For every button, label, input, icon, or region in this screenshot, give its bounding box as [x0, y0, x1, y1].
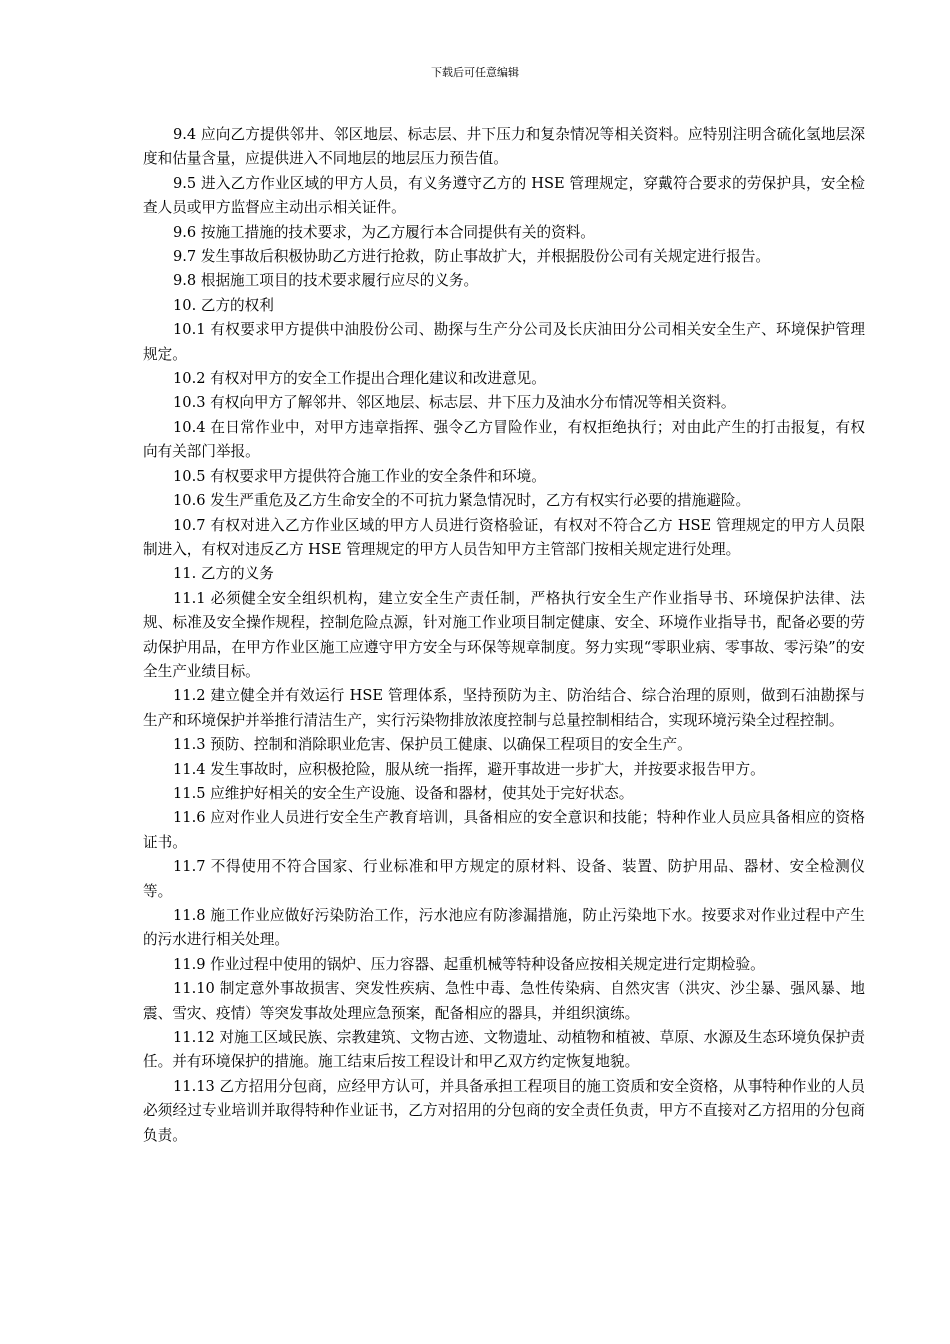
clause-11-6: 11.6 应对作业人员进行安全生产教育培训，具备相应的安全意识和技能；特种作业人员应具备相应的资格证书。 — [143, 809, 865, 851]
clause-11-10: 11.10 制定意外事故损害、突发性疾病、急性中毒、急性传染病、自然灾害（洪灾、沙尘暴、强风暴、地震、雪灾、疫情）等突发事故处理应急预案，配备相应的器具，并组织演练。 — [143, 980, 865, 1022]
clause-9-8: 9.8 根据施工项目的技术要求履行应尽的义务。 — [173, 272, 479, 290]
clause-10-1: 10.1 有权要求甲方提供中油股份公司、勘探与生产分公司及长庆油田分公司相关安全生产、环境保护管理规定。 — [143, 321, 865, 363]
clause-11-8: 11.8 施工作业应做好污染防治工作，污水池应有防渗漏措施，防止污染地下水。按要求对作业过程中产生的污水进行相关处理。 — [143, 907, 865, 949]
clause-9-6: 9.6 按施工措施的技术要求，为乙方履行本合同提供有关的资料。 — [173, 223, 595, 241]
clause-11-12: 11.12 对施工区域民族、宗教建筑、文物古迹、文物遗址、动植物和植被、草原、水源及生态环境负保护责任。并有环境保护的措施。施工结束后按工程设计和甲乙双方约定恢复地貌。 — [143, 1029, 865, 1071]
clause-11-2: 11.2 建立健全并有效运行 HSE 管理体系，坚持预防为主、防治结合、综合治理的原则，做到石油勘探与生产和环境保护并举推行清洁生产，实行污染物排放浓度控制与总量控制相结合，实现环境污染全过程控制。 — [143, 687, 865, 729]
clause-11-3: 11.3 预防、控制和消除职业危害、保护员工健康、以确保工程项目的安全生产。 — [173, 736, 692, 754]
clause-9-7: 9.7 发生事故后积极协助乙方进行抢救，防止事故扩大，并根据股份公司有关规定进行报告。 — [173, 248, 771, 266]
section-heading-11: 11. 乙方的义务 — [173, 565, 274, 583]
clause-10-7: 10.7 有权对进入乙方作业区域的甲方人员进行资格验证，有权对不符合乙方 HSE 管理规定的甲方人员限制进入，有权对违反乙方 HSE 管理规定的甲方人员告知甲方主管部门按相关规定进行处理。 — [143, 516, 865, 558]
clause-9-4: 9.4 应向乙方提供邻井、邻区地层、标志层、井下压力和复杂情况等相关资料。应特别注明含硫化氢地层深度和估量含量，应提供进入不同地层的地层压力预告值。 — [143, 126, 865, 168]
clause-10-2: 10.2 有权对甲方的安全工作提出合理化建议和改进意见。 — [173, 370, 546, 388]
section-heading-10: 10. 乙方的权利 — [173, 296, 274, 314]
clause-11-7: 11.7 不得使用不符合国家、行业标准和甲方规定的原材料、设备、装置、防护用品、器材、安全检测仪等。 — [143, 858, 865, 900]
clause-10-5: 10.5 有权要求甲方提供符合施工作业的安全条件和环境。 — [173, 467, 546, 485]
clause-10-3: 10.3 有权向甲方了解邻井、邻区地层、标志层、井下压力及油水分布情况等相关资料。 — [173, 394, 736, 412]
clause-11-4: 11.4 发生事故时，应积极抢险，服从统一指挥，避开事故进一步扩大，并按要求报告甲方。 — [173, 760, 765, 778]
clause-11-9: 11.9 作业过程中使用的锅炉、压力容器、起重机械等特种设备应按相关规定进行定期检验。 — [173, 955, 765, 973]
clause-11-1: 11.1 必须健全安全组织机构，建立安全生产责任制，严格执行安全生产作业指导书、环境保护法律、法规、标准及安全操作规程，控制危险点源，针对施工作业项目制定健康、安全、环境作业指导书，配备必要的劳动保护用品，在甲方作业区施工应遵守甲方安全与环保等规章制度。努力实现“零职业病、零事故、零污染”的安全生产业绩目标。 — [143, 589, 865, 680]
clause-10-4: 10.4 在日常作业中，对甲方违章指挥、强令乙方冒险作业，有权拒绝执行；对由此产生的打击报复，有权向有关部门举报。 — [143, 418, 865, 461]
clause-11-13: 11.13 乙方招用分包商，应经甲方认可，并具备承担工程项目的施工资质和安全资格，从事特种作业的人员必须经过专业培训并取得特种作业证书，乙方对招用的分包商的安全责任负责，甲方不直接对乙方招用的分包商负责。 — [143, 1077, 865, 1144]
clause-10-6: 10.6 发生严重危及乙方生命安全的不可抗力紧急情况时，乙方有权实行必要的措施避险。 — [173, 492, 751, 510]
page-header: 下载后可任意编辑 — [431, 66, 519, 79]
clause-9-5: 9.5 进入乙方作业区域的甲方人员，有义务遵守乙方的 HSE 管理规定，穿戴符合要求的劳保护具，安全检查人员或甲方监督应主动出示相关证件。 — [143, 174, 865, 217]
document-body — [143, 123, 865, 1148]
clause-11-5: 11.5 应维护好相关的安全生产设施、设备和器材，使其处于完好状态。 — [173, 784, 634, 802]
